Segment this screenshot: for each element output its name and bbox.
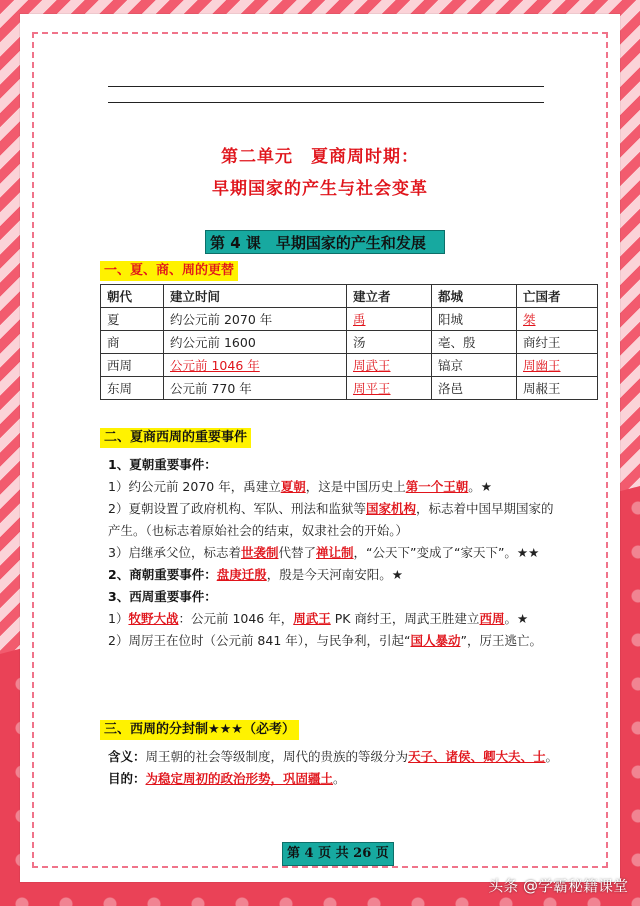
highlight-purpose: 为稳定周初的政治形势，巩固疆土 — [145, 771, 334, 786]
ruled-line-bottom — [108, 102, 544, 103]
cell-capital — [432, 331, 517, 354]
cell-founded: 公元前 1046 年 — [164, 354, 347, 377]
text-span: 周王朝的社会等级制度，周代的贵族的等级分为 — [145, 749, 409, 764]
cell-dynasty: 商 — [101, 331, 164, 354]
text-span: 。 — [333, 771, 346, 786]
text-span: 。★ — [504, 611, 529, 626]
dynasty-table — [100, 284, 598, 400]
capital-text: 亳、殷 — [438, 335, 476, 350]
meaning-label: 含义： — [108, 749, 146, 764]
highlight-western-zhou: 西周 — [479, 611, 505, 626]
cell-founder: 周平王 — [347, 377, 432, 400]
section2-heading: 二、夏商西周的重要事件 — [100, 428, 251, 448]
xia-event-3 — [108, 542, 563, 564]
cell-dynasty: 夏 — [101, 308, 164, 331]
section2-body — [108, 454, 563, 652]
highlight-state-organs: 国家机构 — [365, 501, 416, 516]
text-span: 。 — [545, 749, 559, 764]
zhou-event-1 — [108, 608, 563, 630]
section3-heading: 三、西周的分封制★★★（必考） — [100, 720, 299, 740]
cell-last-ruler: 周赧王 — [517, 377, 598, 400]
highlight-xia: 夏朝 — [280, 479, 306, 494]
highlight-first-dynasty: 第一个王朝 — [405, 479, 469, 494]
text-span: ”，厉王逃亡。 — [460, 633, 542, 648]
xia-title: 1、夏朝重要事件： — [108, 457, 217, 472]
cell-dynasty: 西周 — [101, 354, 164, 377]
cell-dynasty: 东周 — [101, 377, 164, 400]
table-row — [101, 308, 598, 331]
text-span: 2）夏朝设置了政府机构、军队、刑法和监狱等 — [108, 501, 366, 516]
text-span: ，“公天下”变成了“家天下”。★★ — [353, 545, 540, 560]
xia-event-2 — [108, 498, 563, 542]
highlight-pangeng: 盘庚迁殷 — [216, 567, 267, 582]
cell-capital: 镐京 — [432, 354, 517, 377]
unit-title-line2: 早期国家的产生与社会变革 — [212, 179, 428, 199]
text-span: 代替了 — [278, 545, 316, 560]
text-span: 2）周厉王在位时（公元前 841 年），与民争利，引起“ — [108, 633, 411, 648]
cell-last-ruler: 商纣王 — [517, 331, 598, 354]
header-capital: 都城 — [432, 285, 517, 308]
header-last-ruler: 亡国者 — [517, 285, 598, 308]
table-row — [101, 377, 598, 400]
purpose-line — [108, 768, 563, 790]
text-span: 3）启继承父位，标志着 — [108, 545, 241, 560]
cell-capital: 阳城 — [432, 308, 517, 331]
zhou-title: 3、西周重要事件： — [108, 589, 217, 604]
text-span: ，这是中国历史上 — [305, 479, 406, 494]
xia-event-1 — [108, 476, 563, 498]
text-span: ，标志着中国早期国家的产生。（也标志着原始社会的结束，奴隶社会的开始。） — [108, 501, 554, 538]
text-span: ，殷是今天河南安阳。★ — [266, 567, 403, 582]
highlight-abdication: 禅让制 — [316, 545, 354, 560]
header-founded: 建立时间 — [164, 285, 347, 308]
highlight-king-wu: 周武王 — [293, 611, 331, 626]
cell-last-ruler: 周幽王 — [517, 354, 598, 377]
text-span: 。★ — [468, 479, 492, 494]
document-page — [20, 14, 620, 882]
unit-title-line1: 第二单元 夏商周时期： — [221, 147, 419, 167]
section1-heading: 一、夏、商、周的更替 — [100, 261, 238, 281]
table-row — [101, 331, 598, 354]
cell-last-ruler: 桀 — [517, 308, 598, 331]
highlight-revolt: 国人暴动 — [410, 633, 461, 648]
cell-capital: 洛邑 — [432, 377, 517, 400]
cell-founder: 禹 — [347, 308, 432, 331]
zhou-event-2 — [108, 630, 563, 652]
purpose-label: 目的： — [108, 771, 146, 786]
cell-founder: 周武王 — [347, 354, 432, 377]
highlight-hereditary: 世袭制 — [240, 545, 279, 560]
cell-founder: 汤 — [347, 331, 432, 354]
shang-title: 2、商朝重要事件： — [108, 567, 217, 582]
text-span: ：公元前 1046 年， — [178, 611, 294, 626]
text-span: 1）约公元前 2070 年，禹建立 — [108, 479, 281, 494]
table-header-row — [101, 285, 598, 308]
section3-body — [108, 746, 563, 790]
cell-founded: 公元前 770 年 — [164, 377, 347, 400]
text-span: 1） — [108, 611, 129, 626]
text-span: PK 商纣王，周武王胜建立 — [330, 611, 480, 626]
meaning-line — [108, 746, 563, 768]
highlight-muye: 牧野大战 — [128, 611, 179, 626]
highlight-ranks: 天子、诸侯、卿大夫、士 — [408, 749, 546, 764]
header-founder: 建立者 — [347, 285, 432, 308]
watermark: 头条 @学霸秘籍课堂 — [488, 877, 628, 895]
page-number: 第 4 页 共 26 页 — [282, 842, 394, 866]
header-dynasty: 朝代 — [101, 285, 164, 308]
shang-event — [108, 564, 563, 586]
cell-founded: 约公元前 1600 — [164, 331, 347, 354]
table-row — [101, 354, 598, 377]
ruled-line-top — [108, 86, 544, 87]
lesson-title: 第 4 课 早期国家的产生和发展 — [205, 230, 445, 254]
cell-founded: 约公元前 2070 年 — [164, 308, 347, 331]
